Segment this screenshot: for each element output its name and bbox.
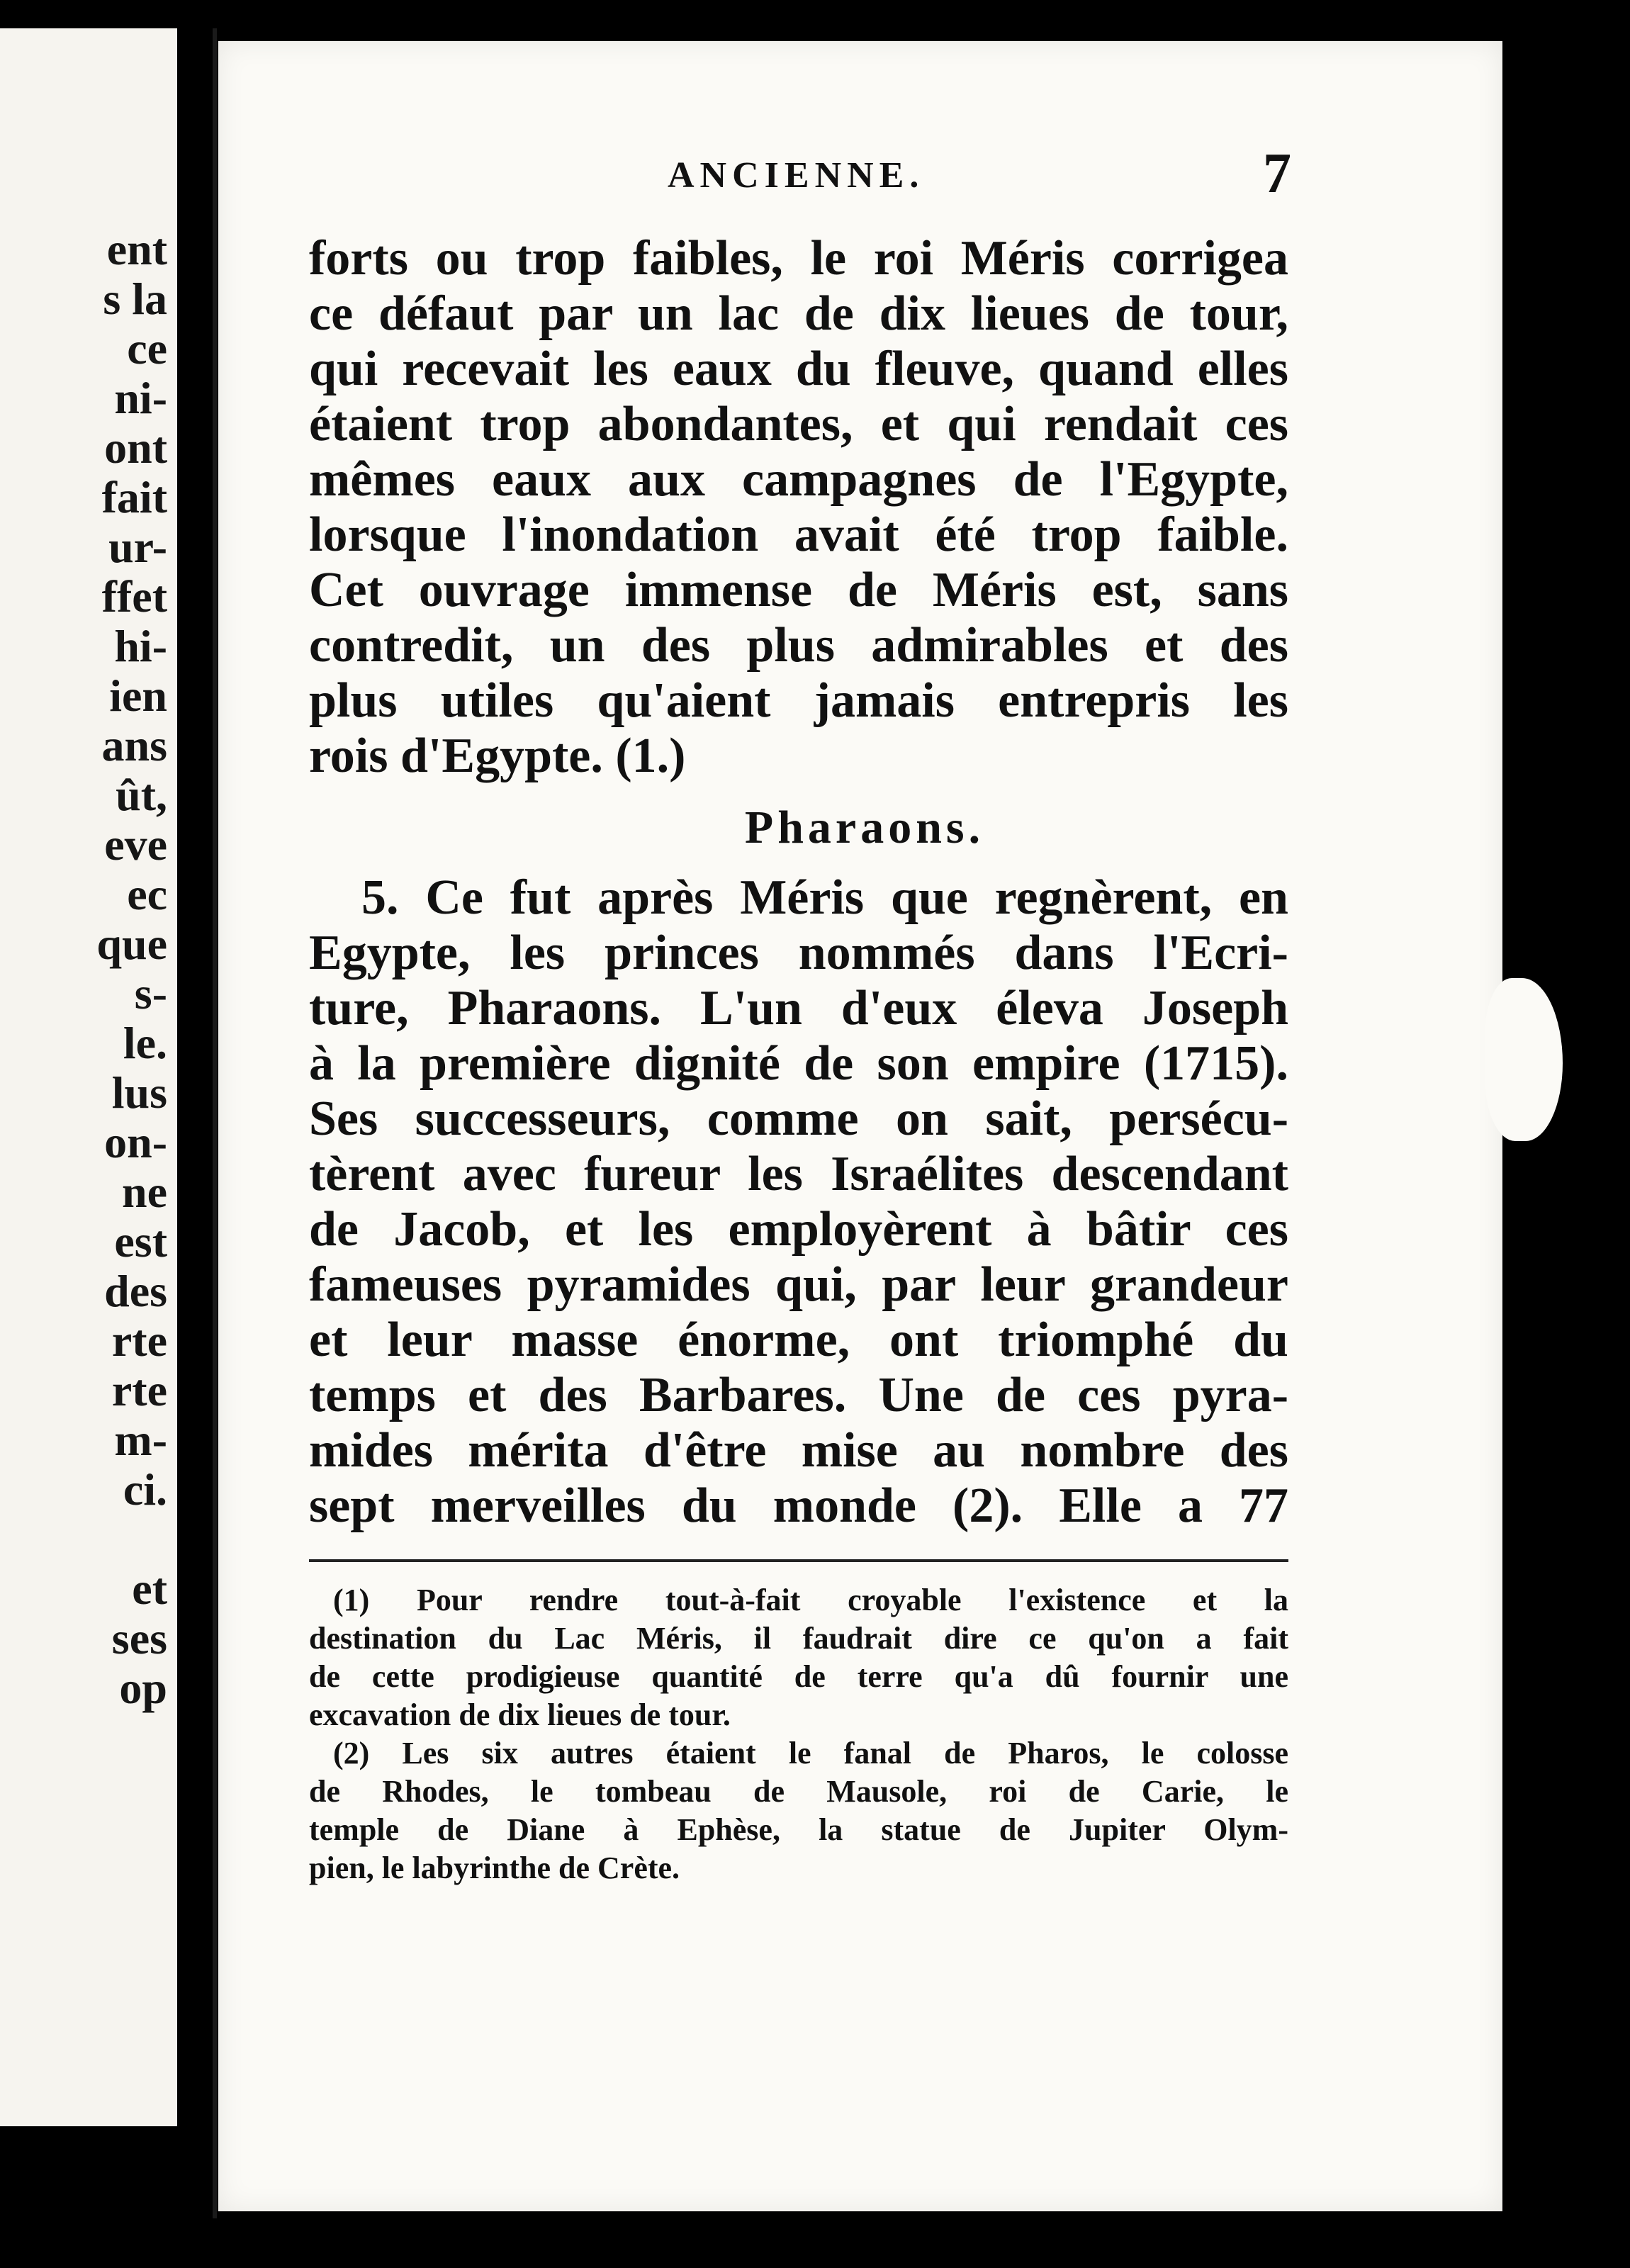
footnote-rule bbox=[309, 1559, 1288, 1562]
facing-page-line: ont bbox=[104, 422, 167, 473]
body-line: plus utiles qu'aient jamais entrepris les bbox=[309, 673, 1288, 728]
body-line: à la première dignité de son empire (1715). bbox=[309, 1036, 1288, 1091]
facing-page-line: lus bbox=[111, 1067, 167, 1118]
body-line: Egypte, les princes nommés dans l'Ecri- bbox=[309, 926, 1288, 980]
footnote-line: pien, le labyrinthe de Crète. bbox=[309, 1851, 680, 1885]
facing-page-line: m- bbox=[114, 1415, 167, 1465]
facing-page-line: rte bbox=[111, 1315, 167, 1366]
footnote-line: de cette prodigieuse quantité de terre qu'a dû fournir une bbox=[309, 1659, 1288, 1694]
body-line: qui recevait les eaux du fleuve, quand elles bbox=[309, 342, 1288, 396]
page-gutter bbox=[213, 28, 217, 2218]
facing-page-line: s la bbox=[103, 274, 167, 324]
facing-page-line: ien bbox=[109, 670, 167, 721]
facing-page-line: fait bbox=[101, 472, 167, 522]
body-line: tèrent avec fureur les Israélites descendant bbox=[309, 1147, 1288, 1201]
body-line: étaient trop abondantes, et qui rendait ces bbox=[309, 397, 1288, 451]
body-line: temps et des Barbares. Une de ces pyra- bbox=[309, 1368, 1288, 1422]
body-line: mêmes eaux aux campagnes de l'Egypte, bbox=[309, 452, 1288, 507]
facing-page-line: ne bbox=[122, 1167, 167, 1217]
footnote-line: de Rhodes, le tombeau de Mausole, roi de Carie, le bbox=[309, 1774, 1288, 1809]
body-line: ture, Pharaons. L'un d'eux éleva Joseph bbox=[309, 981, 1288, 1035]
footnote-line: (1) Pour rendre tout-à-fait croyable l'existence et la bbox=[333, 1583, 1288, 1617]
facing-page-line: on- bbox=[104, 1117, 167, 1167]
body-line: Cet ouvrage immense de Méris est, sans bbox=[309, 563, 1288, 617]
facing-page-line: eve bbox=[104, 819, 167, 870]
body-line: de Jacob, et les employèrent à bâtir ces bbox=[309, 1202, 1288, 1257]
body-line: lorsque l'inondation avait été trop faible. bbox=[309, 507, 1288, 562]
facing-page-line: ses bbox=[111, 1613, 167, 1663]
facing-page-line: ec bbox=[127, 869, 167, 919]
section-title-text: Pharaons. bbox=[744, 802, 985, 853]
body-line: Ses successeurs, comme on sait, persécu- bbox=[309, 1091, 1288, 1146]
body-line: contredit, un des plus admirables et des bbox=[309, 618, 1288, 673]
facing-page-line: ni- bbox=[114, 373, 167, 423]
facing-page-line: et bbox=[132, 1564, 167, 1614]
body-line: fameuses pyramides qui, par leur grandeur bbox=[309, 1257, 1288, 1312]
facing-page-line: est bbox=[114, 1216, 167, 1267]
facing-page-line: ent bbox=[106, 224, 167, 274]
facing-page-line: ans bbox=[101, 720, 167, 770]
section-title bbox=[0, 801, 1630, 855]
facing-page-line: le. bbox=[123, 1018, 167, 1068]
running-head: ANCIENNE. bbox=[668, 155, 925, 196]
body-line: rois d'Egypte. (1.) bbox=[309, 729, 686, 783]
body-line: 5. Ce fut après Méris que regnèrent, en bbox=[361, 870, 1288, 925]
facing-page-line: rte bbox=[111, 1365, 167, 1415]
facing-page-line: des bbox=[104, 1266, 167, 1316]
facing-page-line: s- bbox=[134, 968, 167, 1018]
body-line: forts ou trop faibles, le roi Méris corrigea bbox=[309, 231, 1288, 286]
paper-tear bbox=[1485, 978, 1563, 1141]
footnote-line: destination du Lac Méris, il faudrait dire ce qu'on a fait bbox=[309, 1621, 1288, 1656]
footnote-line: temple de Diane à Ephèse, la statue de Jupiter Olym- bbox=[309, 1812, 1288, 1847]
facing-page-line: hi- bbox=[114, 621, 167, 671]
facing-page-line: ci. bbox=[123, 1464, 167, 1515]
facing-page-line: ffet bbox=[101, 571, 167, 622]
facing-page-line: op bbox=[119, 1663, 167, 1713]
body-line: mides mérita d'être mise au nombre des bbox=[309, 1423, 1288, 1478]
body-line: et leur masse énorme, ont triomphé du bbox=[309, 1313, 1288, 1367]
footnote-line: excavation de dix lieues de tour. bbox=[309, 1697, 731, 1732]
facing-page-line: ût, bbox=[116, 770, 167, 820]
footnote-line: (2) Les six autres étaient le fanal de Pharos, le colosse bbox=[333, 1736, 1288, 1770]
facing-page-line: ce bbox=[127, 323, 167, 374]
page-number: 7 bbox=[1263, 142, 1291, 205]
facing-page-fragment bbox=[0, 28, 177, 2126]
facing-page-line: que bbox=[96, 919, 167, 969]
body-line: ce défaut par un lac de dix lieues de tour, bbox=[309, 286, 1288, 341]
facing-page-line: ur- bbox=[108, 522, 167, 572]
body-line: sept merveilles du monde (2). Elle a 77 bbox=[309, 1478, 1288, 1533]
